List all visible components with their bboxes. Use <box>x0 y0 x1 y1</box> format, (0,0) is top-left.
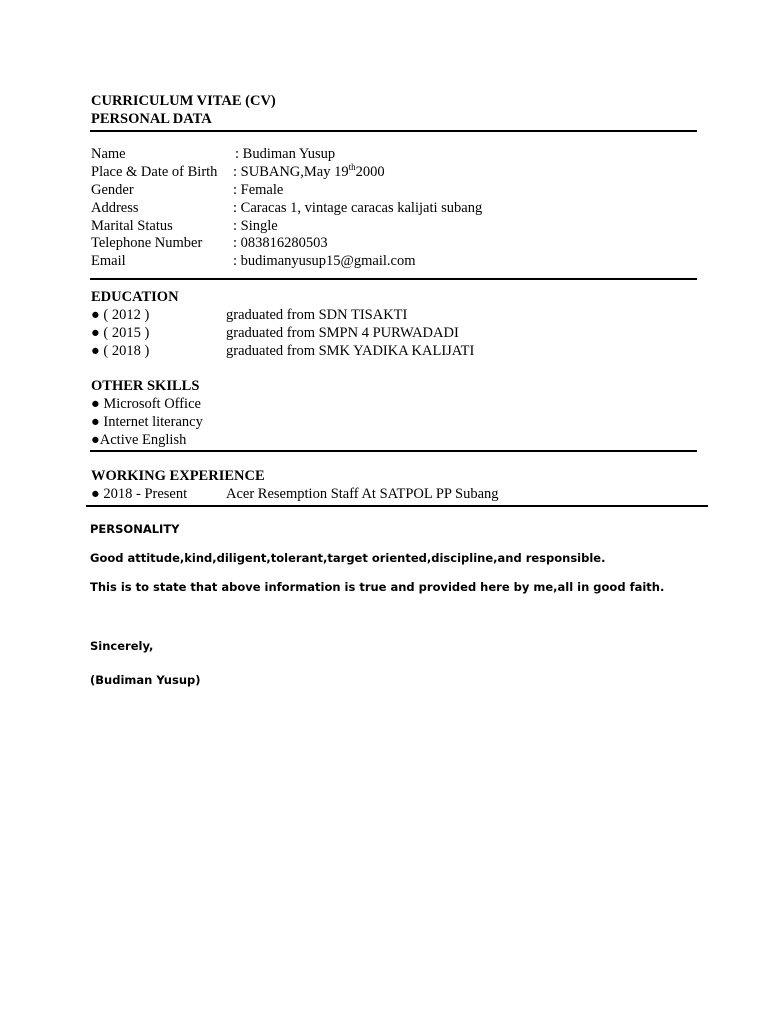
email-label: Email <box>91 253 126 269</box>
birth-label: Place & Date of Birth <box>91 164 218 180</box>
name-value: : Budiman Yusup <box>235 146 336 162</box>
statement-text: This is to state that above information is true and provided here by me,all in good faith. <box>90 580 665 594</box>
birth-value-main: : SUBANG,May 19 <box>233 164 349 180</box>
gender-label: Gender <box>91 182 134 198</box>
experience-period: ● 2018 - Present <box>91 486 188 502</box>
skill-item: ● Microsoft Office <box>91 396 201 412</box>
skill-item: ● Internet literancy <box>91 414 203 430</box>
address-value: : Caracas 1, vintage caracas kalijati subang <box>233 200 483 216</box>
personality-text: Good attitude,kind,diligent,tolerant,target oriented,discipline,and responsible. <box>90 551 606 565</box>
education-desc: graduated from SDN TISAKTI <box>226 307 408 323</box>
education-heading: EDUCATION <box>91 289 179 305</box>
divider <box>90 450 697 452</box>
divider <box>86 505 708 507</box>
education-year: ● ( 2015 ) <box>91 325 150 341</box>
gender-value: : Female <box>233 182 284 198</box>
sincerely-text: Sincerely, <box>90 639 154 653</box>
education-year: ● ( 2018 ) <box>91 343 150 359</box>
email-value: : budimanyusup15@gmail.com <box>233 253 416 269</box>
birth-value <box>233 164 385 181</box>
birth-value-suffix: th <box>348 162 356 173</box>
divider <box>90 130 697 132</box>
phone-value: : 083816280503 <box>233 235 328 251</box>
signature-name: (Budiman Yusup) <box>90 673 201 687</box>
phone-label: Telephone Number <box>91 235 203 251</box>
education-desc: graduated from SMPN 4 PURWADADI <box>226 325 459 341</box>
personality-heading: PERSONALITY <box>90 522 180 536</box>
name-label: Name <box>91 146 126 162</box>
personal-data-heading: PERSONAL DATA <box>91 111 212 127</box>
experience-desc: Acer Resemption Staff At SATPOL PP Subang <box>226 486 499 502</box>
marital-label: Marital Status <box>91 218 173 234</box>
birth-value-year: 2000 <box>355 164 385 180</box>
education-desc: graduated from SMK YADIKA KALIJATI <box>226 343 475 359</box>
address-label: Address <box>91 200 139 216</box>
skill-item: ●Active English <box>91 432 187 448</box>
education-year: ● ( 2012 ) <box>91 307 150 323</box>
experience-heading: WORKING EXPERIENCE <box>91 468 265 484</box>
marital-value: : Single <box>233 218 278 234</box>
divider <box>90 278 697 280</box>
skills-heading: OTHER SKILLS <box>91 378 200 394</box>
cv-title: CURRICULUM VITAE (CV) <box>91 93 276 109</box>
